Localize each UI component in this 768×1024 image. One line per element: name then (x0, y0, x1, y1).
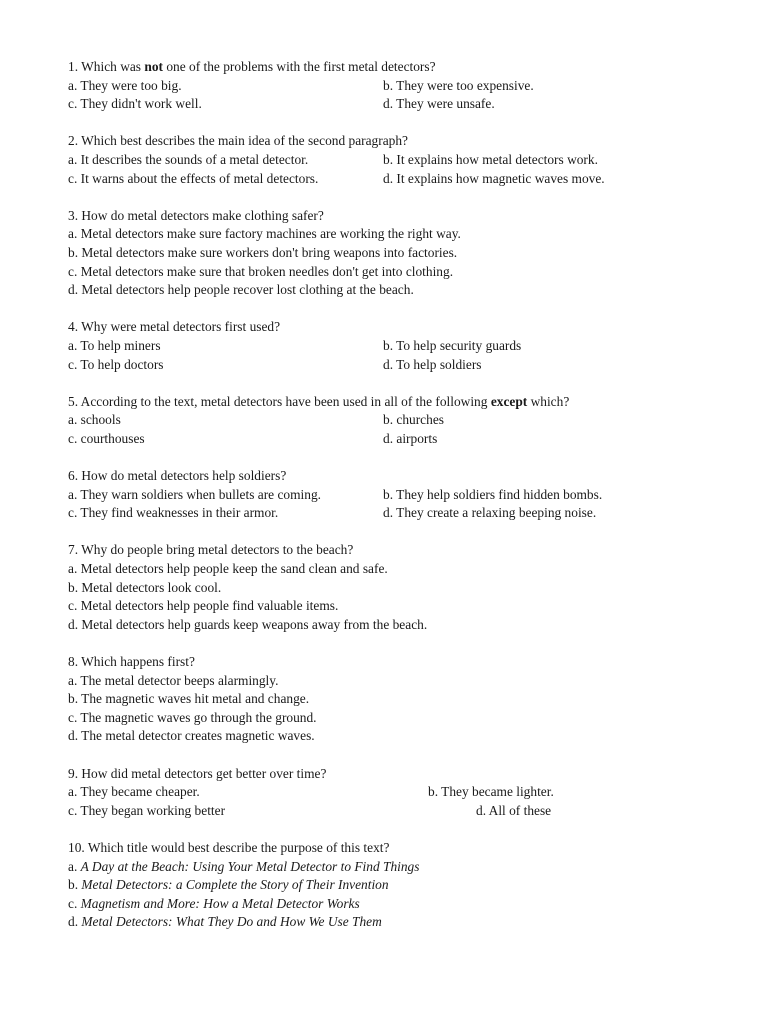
answer-choice-c: c. Metal detectors help people find valuable items. (68, 598, 339, 614)
answer-choice-c: c. The magnetic waves go through the ground. (68, 709, 317, 725)
answer-choice-c: c. Metal detectors make sure that broken needles don't get into clothing. (68, 263, 454, 279)
question-9 (68, 765, 748, 821)
answer-choice-a: a. The metal detector beeps alarmingly. (68, 672, 279, 688)
question-stem: 2. Which best describes the main idea of the second paragraph? (68, 133, 408, 149)
answer-choice-a: a. Metal detectors help people keep the sand clean and safe. (68, 561, 388, 577)
answer-row (68, 802, 748, 821)
answer-choice-b: b. They became lighter. (428, 784, 554, 800)
answer-choice-d: d. Metal detectors help people recover lost clothing at the beach. (68, 282, 414, 298)
answer-choice-c: c. They didn't work well. (68, 96, 202, 112)
answer-row (68, 337, 748, 356)
answer-row (68, 504, 748, 523)
answer-choice-b: b. Metal detectors look cool. (68, 579, 222, 595)
question-1 (68, 58, 748, 114)
answer-row (68, 486, 748, 505)
answer-choice-a: a. schools (68, 412, 121, 428)
answer-choice-d: d. To help soldiers (383, 356, 482, 372)
question-stem: 10. Which title would best describe the purpose of this text? (68, 839, 390, 855)
question-2 (68, 132, 748, 188)
answer-row (68, 151, 748, 170)
choice-letter: a. (68, 858, 81, 874)
question-stem (68, 58, 748, 77)
answer-choice-a: a. They warn soldiers when bullets are coming. (68, 486, 321, 502)
answer-choice-c: c. courthouses (68, 430, 145, 446)
answer-row (68, 783, 748, 802)
stem-text: one of the problems with the first metal detectors? (162, 59, 436, 74)
answer-choice-a: a. They became cheaper. (68, 784, 200, 800)
answer-row (68, 356, 748, 375)
answer-choice-c: c. They find weaknesses in their armor. (68, 505, 279, 521)
answer-row (68, 77, 748, 96)
question-4 (68, 318, 748, 374)
answer-choice-b: b. It explains how metal detectors work. (383, 151, 598, 167)
question-10 (68, 839, 748, 932)
quiz-page (68, 58, 748, 951)
question-stem: 7. Why do people bring metal detectors to the beach? (68, 542, 354, 558)
choice-letter: b. (68, 877, 82, 893)
question-8 (68, 653, 748, 746)
answer-choice-c (68, 895, 748, 914)
stem-text: 5. According to the text, metal detectors have been used in all of the following (68, 393, 491, 409)
answer-choice-d: d. airports (383, 430, 438, 446)
answer-choice-d: d. They were unsafe. (383, 96, 495, 112)
answer-row (68, 95, 748, 114)
answer-choice-b: b. They were too expensive. (383, 77, 534, 93)
question-6 (68, 467, 748, 523)
answer-choice-a: a. It describes the sounds of a metal detector. (68, 151, 309, 167)
answer-choice-d: d. The metal detector creates magnetic waves. (68, 728, 315, 744)
answer-choice-d (68, 913, 748, 932)
answer-choice-d: d. All of these (476, 802, 552, 818)
choice-title: Metal Detectors: a Complete the Story of Their Invention (81, 877, 389, 893)
answer-choice-a (68, 858, 748, 877)
stem-emphasis: not (144, 59, 163, 74)
answer-choice-b (68, 876, 748, 895)
question-stem: 3. How do metal detectors make clothing safer? (68, 207, 324, 223)
answer-choice-d: d. It explains how magnetic waves move. (383, 170, 605, 186)
answer-choice-a: a. Metal detectors make sure factory machines are working the right way. (68, 226, 461, 242)
answer-row (68, 170, 748, 189)
answer-row (68, 411, 748, 430)
answer-choice-c: c. To help doctors (68, 356, 164, 372)
choice-title: Metal Detectors: What They Do and How We Use Them (81, 914, 382, 930)
answer-choice-b: b. Metal detectors make sure workers don't bring weapons into factories. (68, 244, 458, 260)
answer-choice-d: d. Metal detectors help guards keep weapons away from the beach. (68, 616, 428, 632)
answer-choice-a: a. They were too big. (68, 77, 182, 93)
choice-title: Magnetism and More: How a Metal Detector Works (80, 895, 360, 911)
question-3 (68, 207, 748, 300)
answer-row (68, 430, 748, 449)
question-7 (68, 541, 748, 634)
answer-choice-a: a. To help miners (68, 337, 161, 353)
question-stem: 8. Which happens first? (68, 654, 195, 669)
stem-text: which? (527, 393, 570, 409)
choice-letter: c. (68, 895, 81, 911)
choice-letter: d. (68, 914, 82, 930)
question-5 (68, 393, 748, 449)
stem-text: 1. Which was (68, 59, 145, 74)
answer-choice-b: b. churches (383, 412, 444, 428)
question-stem: 4. Why were metal detectors first used? (68, 319, 281, 335)
answer-choice-c: c. They began working better (68, 802, 226, 818)
answer-choice-b: b. The magnetic waves hit metal and change. (68, 691, 310, 707)
answer-choice-c: c. It warns about the effects of metal detectors. (68, 170, 319, 186)
answer-choice-b: b. They help soldiers find hidden bombs. (383, 486, 603, 502)
question-stem: 6. How do metal detectors help soldiers? (68, 468, 287, 484)
answer-choice-b: b. To help security guards (383, 337, 522, 353)
question-stem: 9. How did metal detectors get better over time? (68, 765, 327, 781)
choice-title: A Day at the Beach: Using Your Metal Detector to Find Things (80, 858, 420, 874)
stem-emphasis: except (490, 393, 528, 409)
question-stem (68, 393, 748, 412)
answer-choice-d: d. They create a relaxing beeping noise. (383, 505, 597, 521)
